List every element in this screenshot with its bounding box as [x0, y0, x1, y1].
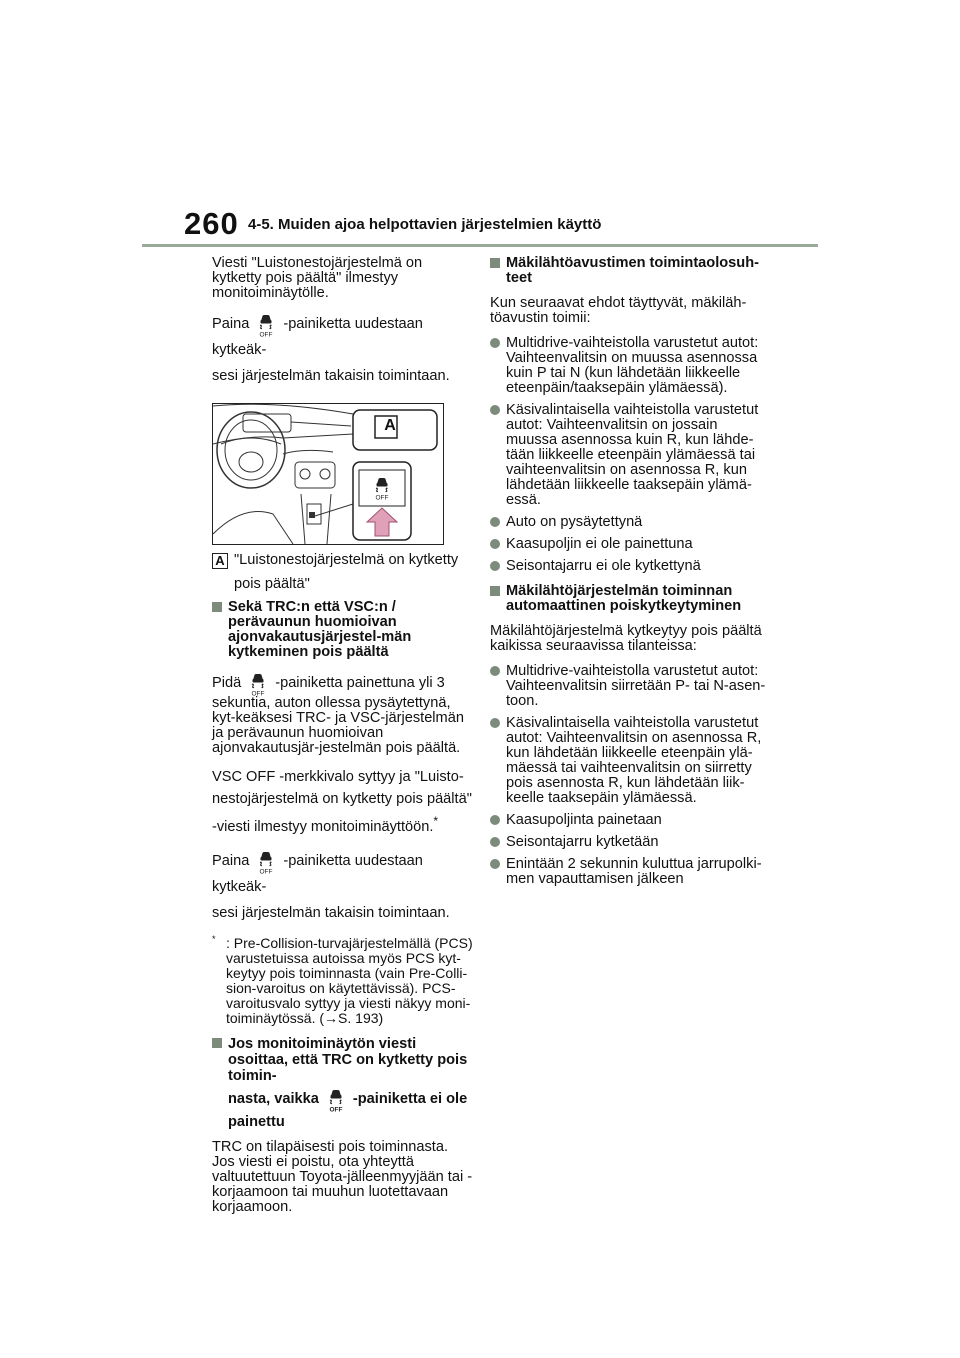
list-item	[490, 336, 766, 396]
heading-marker	[490, 258, 500, 268]
bullet-dot	[490, 859, 500, 869]
trc-off-button-icon	[253, 848, 279, 874]
bullet-dot	[490, 338, 500, 348]
list-item	[490, 537, 766, 552]
caption-text	[234, 548, 458, 596]
text-fragment: Paina	[212, 316, 250, 332]
heading-text: Mäkilähtöavustimen toimintaolosuh-teet	[506, 255, 759, 286]
list-item	[490, 835, 766, 850]
paragraph-intro-2: Mäkilähtöjärjestelmä kytkeytyy pois päältä kaikissa seuraavissa tilanteissa:	[490, 623, 762, 654]
text-fragment: sesi järjestelmän takaisin toimintaan.	[212, 368, 450, 385]
list-item-text: Auto on pysäytettynä	[506, 514, 643, 530]
list-item	[490, 403, 766, 508]
text-fragment: -painiketta painettuna yli 3	[275, 675, 445, 692]
bullet-dot	[490, 539, 500, 549]
list-item	[490, 813, 766, 828]
list-item	[490, 515, 766, 530]
trc-off-button-icon	[323, 1086, 349, 1112]
list-item-text: Kaasupoljin ei ole painettuna	[506, 536, 693, 552]
list-item-text: Käsivalintaisella vaihteistolla varustetut autot: Vaihteenvalitsin on asennossa R, kun lähdetään liikkeelle eteenpäin ylä-mäessä tai vaihteenvalitsin on siirretty pois asennosta R, kun lähdetään liik-keelle taaksepäin ylämäessä.	[506, 715, 762, 806]
paragraph-trc-temporary: TRC on tilapäisesti pois toiminnasta. Jos viesti ei poistu, ota yhteyttä valtuutettuun Toyota-jälleenmyyjään tai -korjaamoon tai muuhun luotettavaan korjaamoon.	[212, 1139, 473, 1216]
heading-text: painettu	[228, 1114, 285, 1131]
text-fragment: nestojärjestelmä on kytketty pois päältä"	[212, 791, 472, 808]
paragraph-intro-1: Kun seuraavat ehdot täyttyvät, mäkiläh-töavustin toimii:	[490, 295, 747, 326]
text-fragment: -viesti ilmestyy monitoiminäyttöön.	[212, 819, 434, 836]
list-item-text: Multidrive-vaihteistolla varustetut autot: Vaihteenvalitsin on muussa asennossa kuin P tai N (kun lähdetään liikkeelle eteenpäin/taaksepäin ylämäessä).	[506, 335, 759, 396]
text-fragment: Paina	[212, 853, 250, 870]
bullet-dot	[490, 405, 500, 415]
list-item-text: Multidrive-vaihteistolla varustetut autot: Vaihteenvalitsin siirretään P- tai N-asen-toon.	[506, 663, 766, 709]
list-item-text: Käsivalintaisella vaihteistolla varustetut autot: Vaihteenvalitsin on jossain muussa asennossa kuin R, kun lähde-tään liikkeelle eteenpäin ylämäessä tai vaihteenvalitsin on asennossa R, kun lähdetään liikkeelle taaksepäin ylämä-essä.	[506, 402, 759, 508]
heading-text: Jos monitoiminäytön viesti osoittaa, että TRC on kytketty pois toimin-	[228, 1036, 468, 1085]
heading-trc-vsc-off	[212, 600, 474, 660]
header-rule	[142, 244, 818, 247]
list-item-text: Seisontajarru ei ole kytkettynä	[506, 558, 701, 574]
caption-label-a: A	[212, 553, 228, 569]
dashboard-drawing	[213, 404, 443, 544]
heading-text: nasta, vaikka	[228, 1091, 319, 1108]
bullet-dot	[490, 561, 500, 571]
right-column	[490, 256, 766, 894]
footnote-text: : Pre-Collision-turvajärjestelmällä (PCS) varustetuissa autoissa myös PCS kyt-keytyy pois toiminnasta (vain Pre-Colli-sion-varoitus on käytettävissä). PCS-varoitusvalo syttyy ja viesti näkyy moni-toiminäytössä. (→S. 193)	[226, 935, 473, 1027]
text-fragment: pois päältä"	[234, 576, 310, 593]
text-fragment: Pidä	[212, 675, 242, 692]
bullet-dot	[490, 815, 500, 825]
heading-marker	[212, 602, 222, 612]
bullet-dot	[490, 666, 500, 676]
bullet-dot	[490, 517, 500, 527]
paragraph-message: Viesti "Luistonestojärjestelmä on kytketty pois päältä" ilmestyy monitoiminäytölle.	[212, 255, 423, 301]
list-item	[490, 716, 766, 806]
trc-off-button-icon	[253, 311, 279, 337]
list-item-text: Kaasupoljinta painetaan	[506, 812, 662, 828]
heading-text: -painiketta ei ole	[352, 1091, 468, 1108]
section-title: 4-5. Muiden ajoa helpottavien järjestelmien käyttö	[248, 216, 602, 233]
list-item-text: Seisontajarru kytketään	[506, 834, 659, 850]
text-fragment: -painiketta uudestaan kytkeäk-	[212, 316, 423, 359]
trc-off-button-icon	[245, 670, 271, 696]
text-fragment: sekuntia, auton ollessa pysäytettynä, kyt-keäksesi TRC- ja VSC-järjestelmän ja perävaunun huomioivan ajonvakautusjär-jestelmän pois päältä.	[212, 695, 464, 757]
bullet-dot	[490, 718, 500, 728]
figure-caption	[212, 553, 474, 596]
list-item	[490, 664, 766, 709]
footnote-marker: *	[212, 934, 216, 945]
footnote	[212, 936, 474, 1026]
list-item	[490, 559, 766, 574]
heading-trc-message	[212, 1036, 474, 1130]
text-fragment: "Luistonestojärjestelmä on kytketty	[234, 552, 459, 569]
figure-label-a: A	[384, 417, 396, 435]
text-fragment: sesi järjestelmän takaisin toimintaan.	[212, 905, 450, 922]
heading-text: Mäkilähtöjärjestelmän toiminnan automaattinen poiskytkeytyminen	[506, 583, 742, 614]
page-number: 260	[184, 206, 239, 241]
paragraph-vsc-off	[212, 766, 474, 838]
footnote-marker: *	[433, 814, 439, 829]
paragraph-press-again	[212, 311, 474, 389]
paragraph-hold-button	[212, 670, 474, 756]
heading-text: Sekä TRC:n että VSC:n / perävaunun huomioivan ajonvakautusjärjestel-män kytkeminen pois päältä	[228, 599, 412, 661]
heading-hill-start-auto-off	[490, 584, 766, 614]
list-item-text: Enintään 2 sekunnin kuluttua jarrupolki-men vapauttamisen jälkeen	[506, 856, 762, 887]
text-fragment: -painiketta uudestaan kytkeäk-	[212, 853, 423, 896]
text-fragment: VSC OFF -merkkivalo syttyy ja "Luisto-	[212, 769, 464, 786]
heading-hill-start-conditions	[490, 256, 766, 286]
left-column	[212, 256, 474, 1225]
heading-marker	[490, 586, 500, 596]
list-item	[490, 857, 766, 887]
dashboard-illustration	[212, 403, 444, 545]
paragraph-press-again-2	[212, 848, 474, 926]
bullet-dot	[490, 837, 500, 847]
heading-marker	[212, 1038, 222, 1048]
